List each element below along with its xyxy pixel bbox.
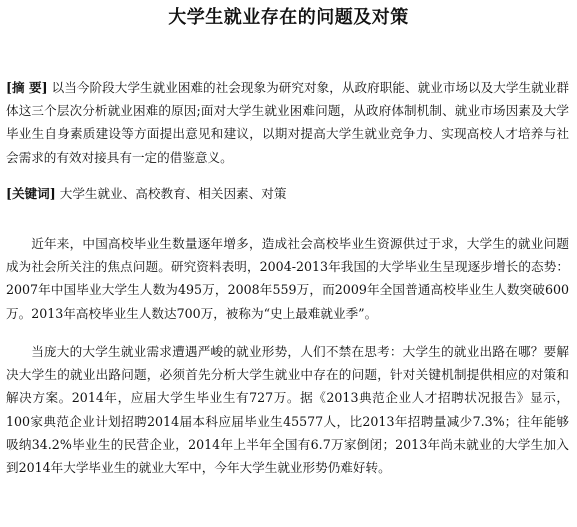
keywords-section	[6, 182, 569, 205]
abstract-section	[6, 76, 569, 169]
body-paragraph: 近年来，中国高校毕业生数量逐年增多，造成社会高校毕业生资源供过于求，大学生的就业问题成为社会所关注的焦点问题。研究资料表明，2004-2013年我国的大学毕业生呈现逐步增长的态势：2007年中国毕业大学生人数为495万，2008年559万，而2009年全国普通高校毕业生人数突破600万。2013年高校毕业生人数达700万，被称为“史上最难就业季”。	[6, 236, 569, 321]
keywords-label: [关键词]	[6, 186, 56, 201]
abstract-label: [摘 要]	[6, 80, 48, 95]
body-paragraph: 当庞大的大学生就业需求遭遇严峻的就业形势，人们不禁在思考：大学生的就业出路在哪？要解决大学生的就业出路问题，必须首先分析大学生就业中存在的问题，针对关键机制提供相应的对策和解决方案。2014年，应届大学生毕业生有727万。据《2013典范企业人才招聘状况报告》显示，100家典范企业计划招聘2014届本科应届毕业生45577人，比2013年招聘量减少7.3%；往年能够吸纳34.2%毕业生的民营企业，2014年上半年全国有6.7万家倒闭；2013年尚未就业的大学生加入到2014年大学毕业生的就业大军中，今年大学生就业形势仍难好转。	[6, 344, 569, 476]
abstract-text: 以当今阶段大学生就业困难的社会现象为研究对象，从政府职能、就业市场以及大学生就业群体这三个层次分析就业困难的原因;面对大学生就业困难问题，从政府体制机制、就业市场因素及大学毕业生自身素质建设等方面提出意见和建议，以期对提高大学生就业竞争力、实现高校人才培养与社会需求的有效对接具有一定的借鉴意义。	[6, 80, 569, 165]
document-title: 大学生就业存在的问题及对策	[168, 7, 409, 28]
keywords-text: 大学生就业、高校教育、相关因素、对策	[59, 186, 287, 201]
